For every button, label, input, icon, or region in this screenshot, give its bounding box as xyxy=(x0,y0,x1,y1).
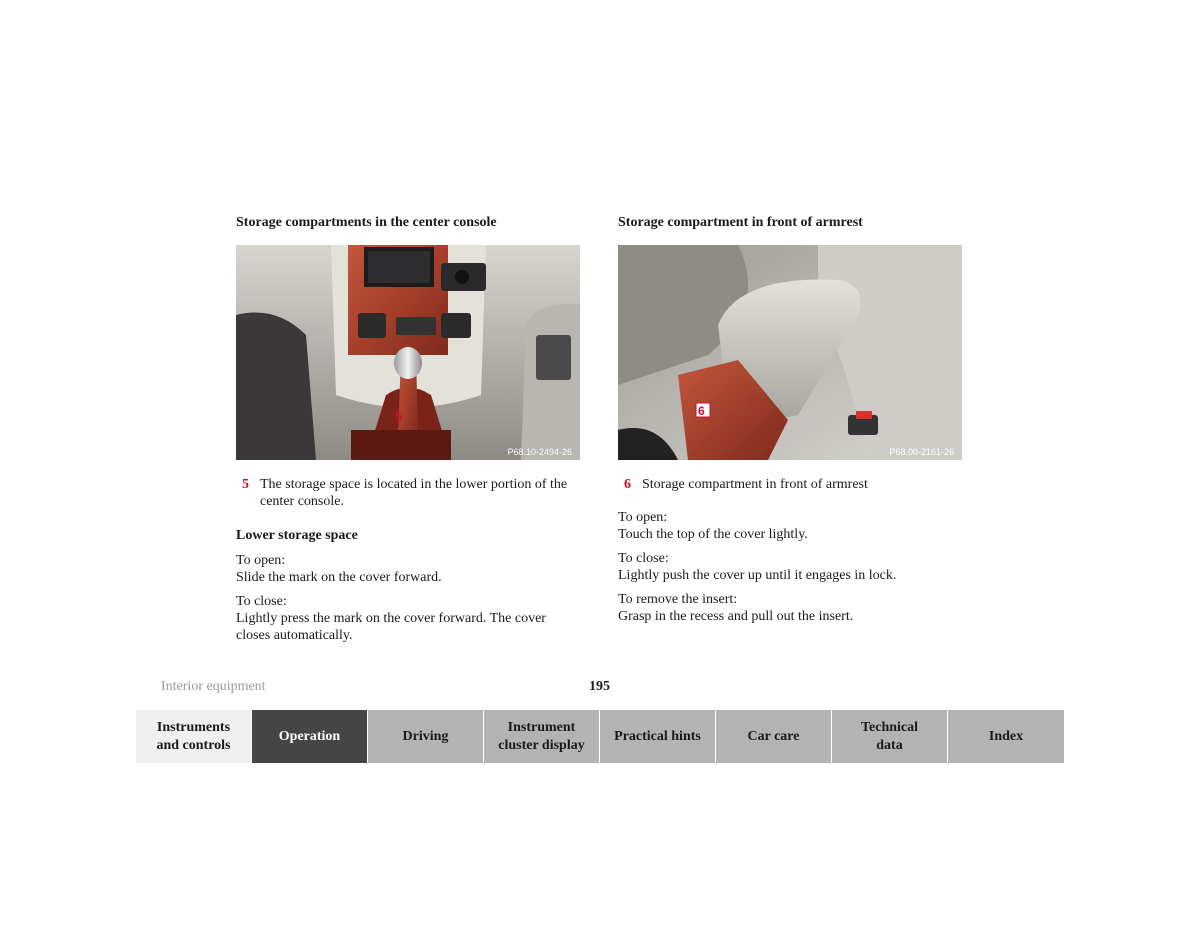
page-number: 195 xyxy=(589,679,610,694)
armrest-figure xyxy=(618,245,962,460)
open-text: Slide the mark on the cover forward. xyxy=(236,570,442,585)
right-column xyxy=(618,213,963,625)
close-instruction xyxy=(618,550,963,584)
center-console-illustration xyxy=(236,245,580,460)
left-column xyxy=(236,213,581,644)
callout-label-5: 5 xyxy=(395,409,403,424)
close-instruction xyxy=(236,593,581,644)
tab-technical-data[interactable]: Technical data xyxy=(832,710,948,763)
open-label: To open: xyxy=(236,553,286,568)
tab-operation[interactable]: Operation xyxy=(252,710,368,763)
center-console-figure xyxy=(236,245,580,460)
tab-driving[interactable]: Driving xyxy=(368,710,484,763)
tab-instrument-cluster-display[interactable]: Instrument cluster display xyxy=(484,710,600,763)
callout-label-6: 6 xyxy=(698,404,705,418)
tab-car-care[interactable]: Car care xyxy=(716,710,832,763)
tab-instruments-and-controls[interactable]: Instruments and controls xyxy=(136,710,252,763)
callout-number: 5 xyxy=(242,477,249,492)
close-label: To close: xyxy=(236,594,287,609)
open-label: To open: xyxy=(618,510,668,525)
remove-insert-text: Grasp in the recess and pull out the insert. xyxy=(618,609,854,624)
callout-number: 6 xyxy=(624,477,631,492)
left-heading: Storage compartments in the center console xyxy=(236,215,497,230)
close-text: Lightly push the cover up until it engages in lock. xyxy=(618,568,897,583)
open-text: Touch the top of the cover lightly. xyxy=(618,527,808,542)
section-title: Interior equipment xyxy=(161,679,266,694)
callout-text: Storage compartment in front of armrest xyxy=(642,477,868,492)
close-label: To close: xyxy=(618,551,669,566)
close-text: Lightly press the mark on the cover forward. The cover closes automatically. xyxy=(236,611,546,643)
figure-code: P68.10-2494-26 xyxy=(507,447,572,457)
open-instruction xyxy=(236,552,581,586)
armrest-illustration xyxy=(618,245,962,460)
figure-code: P68.00-2161-26 xyxy=(889,447,954,457)
open-instruction xyxy=(618,509,963,543)
callout-5 xyxy=(236,476,581,510)
callout-6 xyxy=(618,476,963,493)
chapter-nav xyxy=(136,710,1065,763)
tab-index[interactable]: Index xyxy=(948,710,1064,763)
remove-insert-instruction xyxy=(618,591,963,625)
callout-text: The storage space is located in the lower portion of the center console. xyxy=(260,477,568,509)
lower-storage-heading: Lower storage space xyxy=(236,528,358,543)
remove-insert-label: To remove the insert: xyxy=(618,592,738,607)
right-heading: Storage compartment in front of armrest xyxy=(618,215,863,230)
tab-practical-hints[interactable]: Practical hints xyxy=(600,710,716,763)
